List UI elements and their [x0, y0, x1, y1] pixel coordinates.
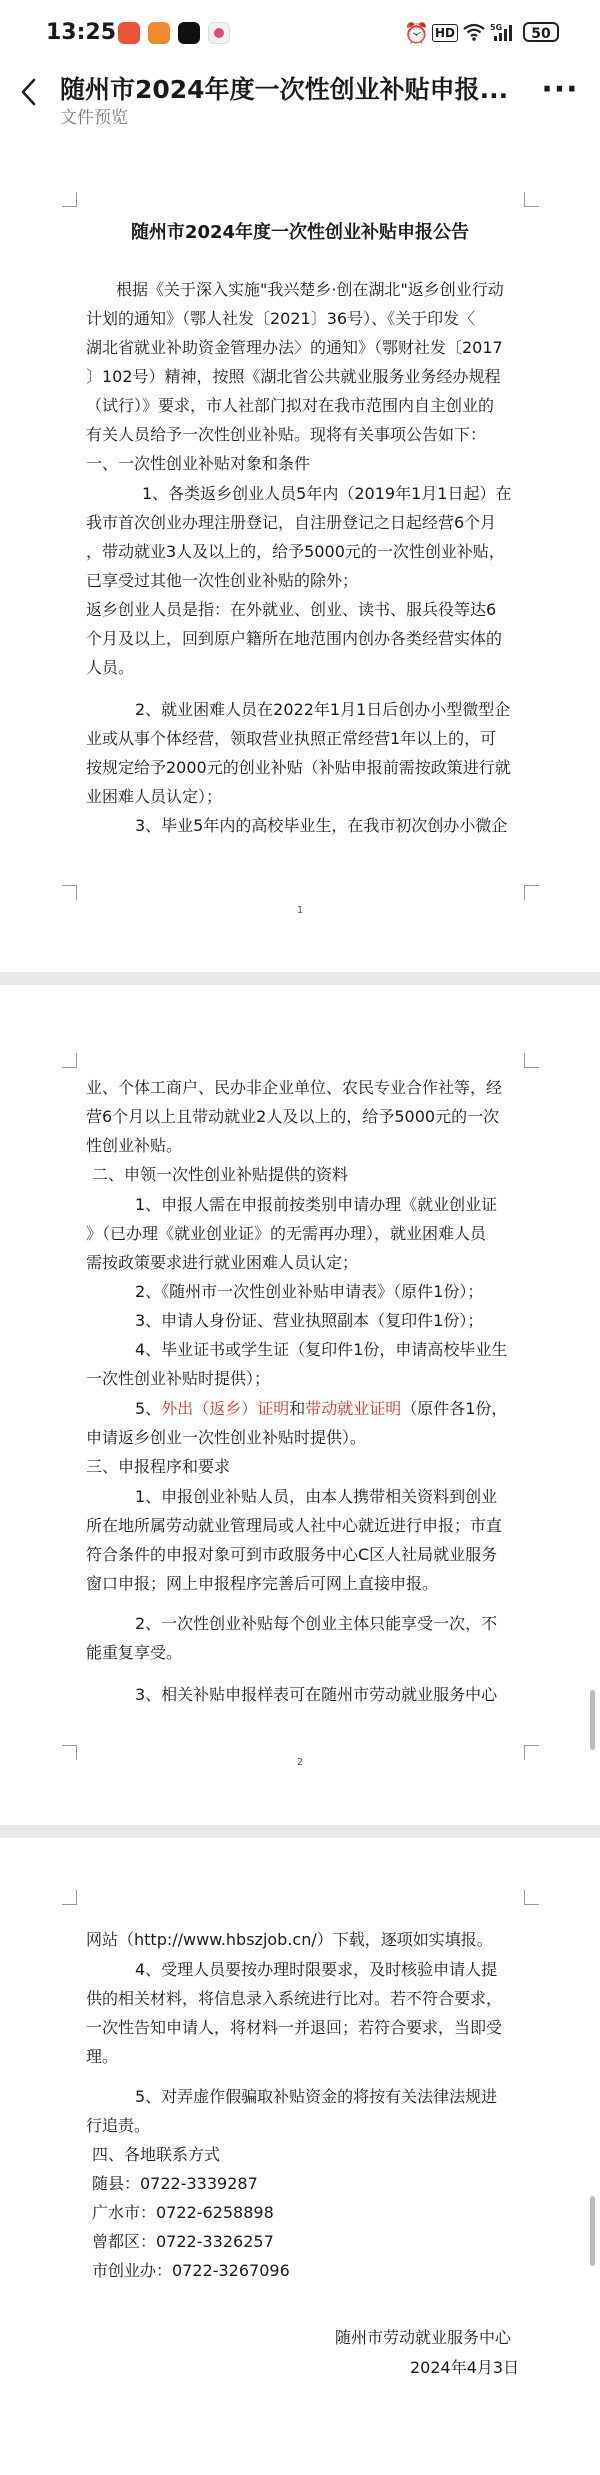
paragraph-line-item5 [135, 1399, 507, 1419]
paragraph-line: 》（已办理《就业创业证》的无需再办理），就业困难人员 [86, 1224, 487, 1243]
section-heading: 三、申报程序和要求 [86, 1457, 231, 1476]
document-title: 随州市2024年度一次性创业补贴申报公告 [130, 222, 470, 243]
paragraph-line: 返乡创业人员是指：在外就业、创业、读书、服兵役等达6 [86, 600, 497, 619]
back-button[interactable] [14, 72, 48, 112]
paragraph-line: 我市首次创业办理注册登记，自注册登记之日起经营6个月 [86, 513, 497, 532]
signature-organization: 随州市劳动就业服务中心 [335, 2328, 512, 2347]
status-time: 13:25 [46, 20, 117, 45]
crop-mark [62, 192, 77, 207]
paragraph-line: 个月及以上，回到原户籍所在地范围内创办各类经营实体的 [86, 629, 503, 648]
paragraph-line: 2、《随州市一次性创业补贴申请表》（原件1份）； [135, 1282, 484, 1301]
paragraph-line: 符合条件的申报对象可到市政服务中心C区人社局就业服务 [86, 1545, 498, 1564]
app-notification-icon [208, 22, 230, 44]
item5-and: 和 [289, 1399, 306, 1418]
item5-suffix: （原件各1份， [401, 1399, 508, 1418]
alarm-icon: ⏰ [404, 21, 429, 45]
website-link[interactable]: http://www.hbszjob.cn/ [134, 1930, 317, 1949]
paragraph-line: 理。 [86, 2047, 119, 2066]
paragraph-line: 3、毕业5年内的高校毕业生，在我市初次创办小微企 [135, 816, 508, 835]
contact-line: 市创业办：0722-3267096 [92, 2261, 290, 2280]
paragraph-line: 供的相关材料，将信息录入系统进行比对。若不符合要求， [86, 1989, 503, 2008]
paragraph-line: 需按政策要求进行就业困难人员认定； [86, 1253, 359, 1272]
more-dots-icon: ··· [541, 72, 579, 107]
website-prefix: 网站（ [86, 1930, 135, 1949]
paragraph-line: 〕102号）精神，按照《湖北省公共就业服务业务经办规程 [86, 367, 501, 386]
crop-mark [524, 885, 539, 900]
paragraph-line: 营6个月以上且带动就业2人及以上的，给予5000元的一次 [86, 1107, 500, 1126]
status-bar [0, 0, 600, 70]
section-heading: 四、各地联系方式 [92, 2145, 221, 2164]
tiktok-icon [178, 22, 200, 44]
page-subtitle: 文件预览 [60, 108, 128, 128]
paragraph-line: 5、对弄虚作假骗取补贴资金的将按有关法律法规进 [135, 2087, 498, 2106]
paragraph-line: 业、个体工商户、民办非企业单位、农民专业合作社等，经 [86, 1078, 503, 1097]
document-page-2 [0, 985, 600, 1825]
paragraph-line: 有关人员给予一次性创业补贴。现将有关事项公告如下： [86, 425, 487, 444]
paragraph-line: 已享受过其他一次性创业补贴的除外； [86, 571, 359, 590]
paragraph-line: （试行）》要求，市人社部门拟对在我市范围内自主创业的 [86, 396, 495, 415]
website-suffix: ）下载，逐项如实填报。 [316, 1930, 493, 1949]
paragraph-line: 2、就业困难人员在2022年1月1日后创办小型微型企 [135, 700, 511, 719]
paragraph-line: 根据《关于深入实施"我兴楚乡·创在湖北"返乡创业行动 [116, 280, 504, 299]
paragraph-line: 性创业补贴。 [86, 1136, 183, 1155]
app-notification-icon [118, 22, 140, 44]
paragraph-line: 1、各类返乡创业人员5年内（2019年1月1日起）在 [142, 484, 512, 503]
signature-date: 2024年4月3日 [410, 2358, 520, 2377]
paragraph-line: 1、申报人需在申报前按类别申请办理《就业创业证 [135, 1195, 498, 1214]
crop-mark [524, 192, 539, 207]
highlight-return-proof: 外出（返乡）证明 [161, 1399, 290, 1418]
paragraph-line: 3、相关补贴申报样表可在随州市劳动就业服务中心 [135, 1685, 498, 1704]
highlight-employment-proof: 带动就业证明 [305, 1399, 402, 1418]
crop-mark [62, 885, 77, 900]
paragraph-line: 4、受理人员要按办理时限要求，及时核验申请人提 [135, 1960, 498, 1979]
paragraph-line: 所在地所属劳动就业管理局或人社中心就近进行申报；市直 [86, 1516, 503, 1535]
paragraph-line: 一次性创业补贴时提供）； [86, 1369, 271, 1388]
paragraph-line: 业或从事个体经营，领取营业执照正常经营1年以上的，可 [86, 729, 497, 748]
app-bar [0, 70, 600, 130]
paragraph-line: 4、毕业证书或学生证（复印件1份，申请高校毕业生 [135, 1340, 508, 1359]
back-arrow-icon [14, 72, 48, 112]
paragraph-line: ，带动就业3人及以上的，给予5000元的一次性创业补贴， [86, 542, 505, 561]
app-notification-icon [148, 22, 170, 44]
page-number: 2 [296, 1757, 304, 1768]
section-heading: 一、一次性创业补贴对象和条件 [86, 454, 311, 473]
hd-icon: HD [432, 24, 458, 42]
svg-text:5G: 5G [490, 23, 503, 32]
item5-prefix: 5、 [135, 1399, 162, 1418]
paragraph-line: 窗口申报；网上申报程序完善后可网上直接申报。 [86, 1574, 439, 1593]
scrollbar[interactable] [590, 2196, 595, 2266]
contact-line: 广水市：0722-6258898 [92, 2203, 274, 2222]
paragraph-line: 行追责。 [86, 2116, 151, 2135]
paragraph-line: 人员。 [86, 658, 135, 677]
contact-line: 随县：0722-3339287 [92, 2174, 258, 2193]
contact-line: 曾都区：0722-3326257 [92, 2232, 274, 2251]
paragraph-line: 一次性告知申请人，将材料一并退回；若符合要求，当即受 [86, 2018, 503, 2037]
paragraph-line: 湖北省就业补助资金管理办法〉的通知》（鄂财社发〔2017 [86, 338, 503, 357]
paragraph-line: 能重复享受。 [86, 1643, 183, 1662]
page-title: 随州市2024年度一次性创业补贴申报... [60, 75, 509, 104]
document-page-3 [0, 1838, 600, 2475]
crop-mark [62, 1053, 77, 1068]
section-heading: 二、申领一次性创业补贴提供的资料 [92, 1165, 349, 1184]
crop-mark [524, 1053, 539, 1068]
paragraph-line-website [86, 1930, 493, 1950]
page-number: 1 [296, 905, 304, 916]
paragraph-line: 1、申报创业补贴人员，由本人携带相关资料到创业 [135, 1487, 498, 1506]
paragraph-line: 3、申请人身份证、营业执照副本（复印件1份）； [135, 1311, 484, 1330]
signal-5g-icon [490, 22, 516, 46]
scrollbar[interactable] [590, 1690, 595, 1750]
crop-mark [62, 1890, 77, 1905]
battery-indicator: 50 [523, 22, 559, 42]
document-page-1 [0, 130, 600, 972]
crop-mark [524, 1890, 539, 1905]
wifi-icon [462, 22, 486, 46]
paragraph-line: 2、一次性创业补贴每个创业主体只能享受一次，不 [135, 1614, 498, 1633]
paragraph-line: 业困难人员认定）； [86, 787, 223, 806]
paragraph-line: 申请返乡创业一次性创业补贴时提供）。 [86, 1428, 367, 1447]
paragraph-line: 按规定给予2000元的创业补贴（补贴申报前需按政策进行就 [86, 758, 511, 777]
more-button[interactable] [540, 72, 580, 110]
paragraph-line: 计划的通知》（鄂人社发〔2021〕36号）、《关于印发〈 [86, 309, 476, 328]
